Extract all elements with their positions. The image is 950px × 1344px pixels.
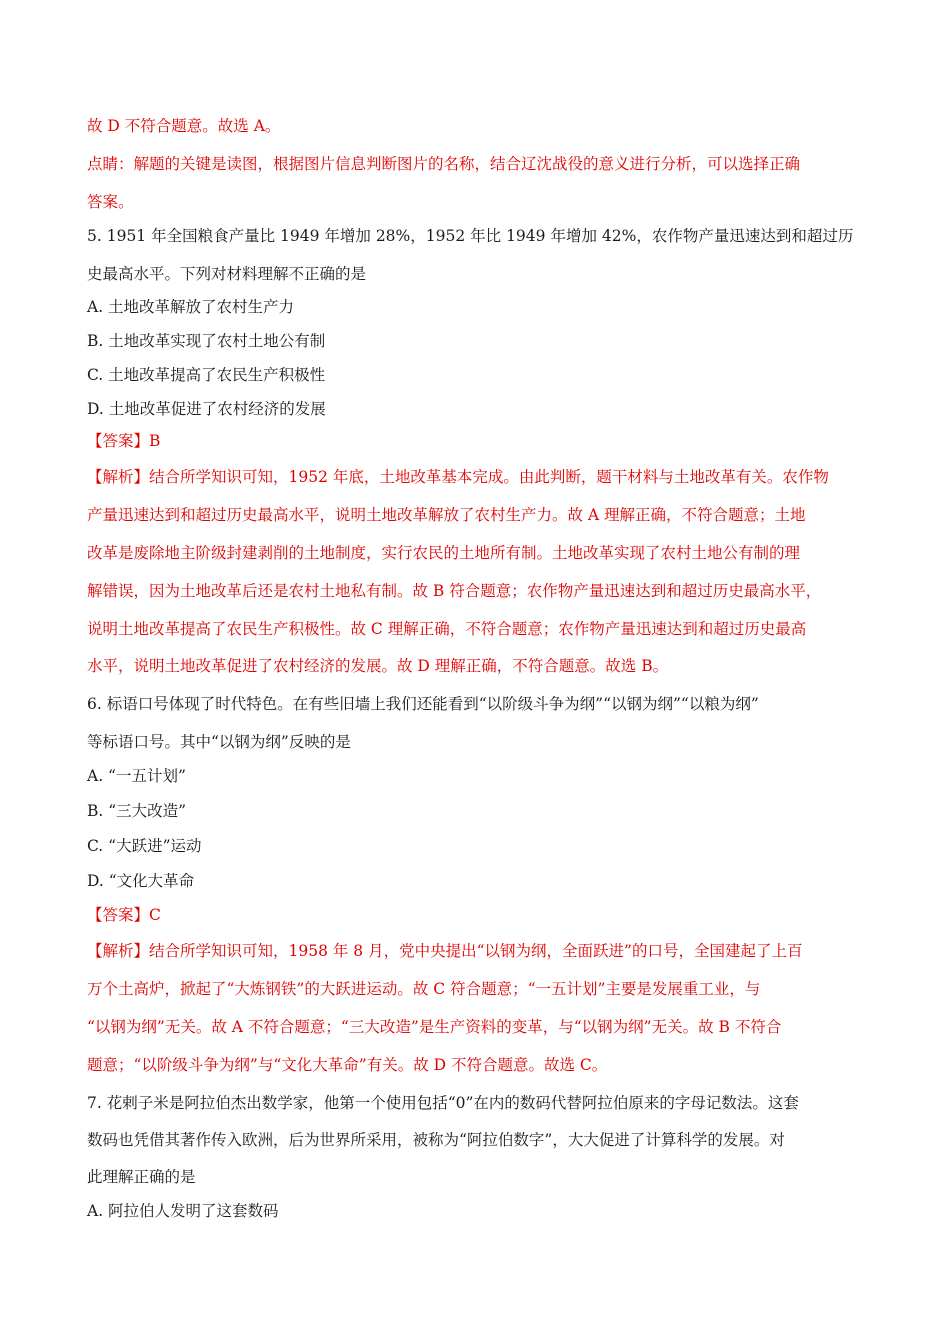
q6-analysis-line-4: 题意；“以阶级斗争为纲”与“文化大革命”有关。故 D 不符合题意。故选 C。	[87, 1056, 608, 1074]
q7-stem-line-2: 数码也凭借其著作传入欧洲，后为世界所采用，被称为“阿拉伯数字”，大大促进了计算科学的发展。对	[87, 1131, 785, 1149]
prev-answer-tail: 故 D 不符合题意。故选 A。	[87, 117, 281, 135]
q5-stem-line-2: 史最高水平。下列对材料理解不正确的是	[87, 265, 367, 283]
q6-stem-line-1: 6. 标语口号体现了时代特色。在有些旧墙上我们还能看到“以阶级斗争为纲”“以钢为纲”“以粮为纲”	[87, 695, 759, 713]
q5-answer: 【答案】B	[87, 432, 161, 450]
q5-analysis-line-1: 【解析】结合所学知识可知，1952 年底，土地改革基本完成。由此判断，题干材料与土地改革有关。农作物	[87, 468, 829, 486]
q5-analysis-line-6: 水平，说明土地改革促进了农村经济的发展。故 D 理解正确，不符合题意。故选 B。	[87, 657, 669, 675]
q6-option-c: C. “大跃进”运动	[87, 837, 202, 855]
q6-option-a: A. “一五计划”	[87, 767, 186, 785]
q6-option-d: D. “文化大革命	[87, 872, 195, 890]
q7-stem-line-1: 7. 花剌子米是阿拉伯杰出数学家，他第一个使用包括“0”在内的数码代替阿拉伯原来的字母记数法。这套	[87, 1094, 799, 1112]
q6-option-b: B. “三大改造”	[87, 802, 187, 820]
q5-analysis-line-2: 产量迅速达到和超过历史最高水平，说明土地改革解放了农村生产力。故 A 理解正确，不符合题意；土地	[87, 506, 806, 524]
q5-option-c: C. 土地改革提高了农民生产积极性	[87, 366, 326, 384]
q6-stem-line-2: 等标语口号。其中“以钢为纲”反映的是	[87, 733, 351, 751]
q5-option-d: D. 土地改革促进了农村经济的发展	[87, 400, 326, 418]
prev-tip-line-1: 点睛：解题的关键是读图，根据图片信息判断图片的名称，结合辽沈战役的意义进行分析，可以选择正确	[87, 155, 801, 173]
q5-stem-line-1: 5. 1951 年全国粮食产量比 1949 年增加 28%，1952 年比 1949 年增加 42%，农作物产量迅速达到和超过历	[87, 227, 854, 245]
q5-analysis-line-3: 改革是废除地主阶级封建剥削的土地制度，实行农民的土地所有制。土地改革实现了农村土地公有制的理	[87, 544, 801, 562]
prev-tip-line-2: 答案。	[87, 193, 134, 211]
q6-analysis-line-2: 万个土高炉，掀起了“大炼钢铁”的大跃进运动。故 C 符合题意；“一五计划”主要是发展重工业，与	[87, 980, 761, 998]
q5-analysis-line-5: 说明土地改革提高了农民生产积极性。故 C 理解正确，不符合题意；农作物产量迅速达到和超过历史最高	[87, 620, 807, 638]
q6-analysis-line-1: 【解析】结合所学知识可知，1958 年 8 月，党中央提出“以钢为纲，全面跃进”的口号，全国建起了上百	[87, 942, 803, 960]
q5-analysis-line-4: 解错误，因为土地改革后还是农村土地私有制。故 B 符合题意；农作物产量迅速达到和超过历史最高水平，	[87, 582, 822, 600]
q6-analysis-line-3: “以钢为纲”无关。故 A 不符合题意；“三大改造”是生产资料的变革，与“以钢为纲”无关。故 B 不符合	[87, 1018, 782, 1036]
q6-answer: 【答案】C	[87, 906, 161, 924]
q7-option-a: A. 阿拉伯人发明了这套数码	[87, 1202, 279, 1220]
q5-option-a: A. 土地改革解放了农村生产力	[87, 298, 295, 316]
q5-option-b: B. 土地改革实现了农村土地公有制	[87, 332, 326, 350]
q7-stem-line-3: 此理解正确的是	[87, 1168, 196, 1186]
